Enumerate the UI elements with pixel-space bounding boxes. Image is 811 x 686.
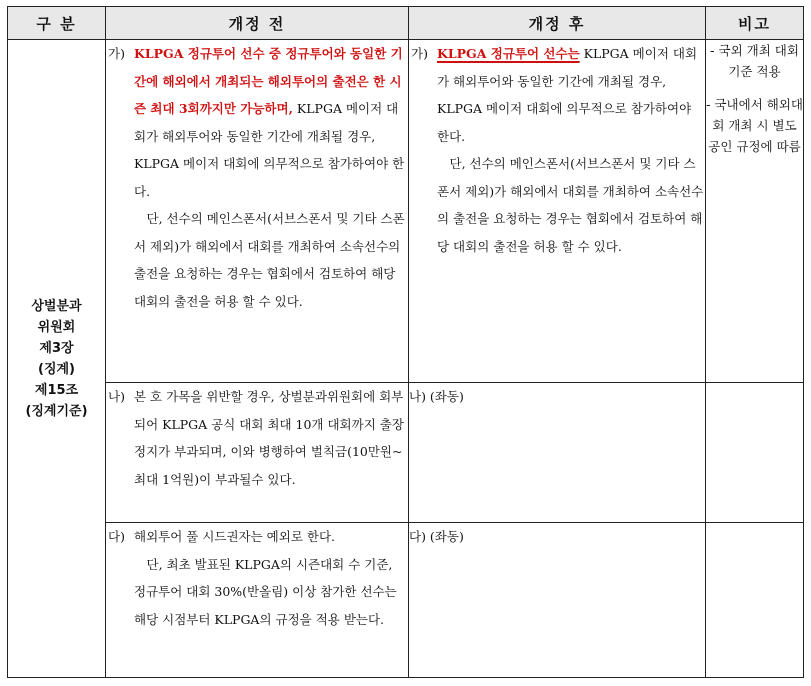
table-row	[8, 40, 804, 383]
header-after: 개정 후	[409, 7, 706, 40]
category-line: 제15조	[34, 382, 79, 398]
category-line: 상벌분과	[31, 298, 82, 314]
header-before: 개정 전	[106, 7, 409, 40]
clause-proviso: 단, 최초 발표된 KLPGA의 시즌대회 수 기준, 정규투어 대회 30%(반올림) 이상 참가한 선수는 해당 시점부터 KLPGA의 규정을 적용 받는다.	[134, 556, 397, 627]
before-cell-a	[106, 40, 409, 383]
category-line: (징계기준)	[25, 403, 88, 419]
clause-proviso: 단, 선수의 메인스폰서(서브스폰서 및 기타 스폰서 제외)가 해외에서 대회를 개최하여 소속선수의 출전을 요청하는 경우는 협회에서 검토하여 해당 대회의 출전을 허용 할 수 있다.	[437, 156, 704, 254]
remark-note: - 국내에서 해외대회 개최 시 별도 공인 규정에 따름	[706, 97, 803, 154]
clause-text: KLPGA 메이저 대회가 해외투어와 동일한 기간에 개최될 경우, KLPGA 메이저 대회에 의무적으로 참가하여야 한다.	[437, 46, 698, 144]
category-cell	[8, 40, 106, 678]
remark-note: - 국외 개최 대회 기준 적용	[710, 43, 799, 79]
item-number: 가)	[108, 46, 125, 61]
amended-clause: KLPGA 정규투어 선수는	[437, 46, 580, 61]
after-cell-a	[409, 40, 706, 383]
category-line: 위원회	[37, 319, 76, 335]
table-row	[8, 383, 804, 523]
item-number: 다)	[108, 529, 125, 544]
category-line: 제3장	[39, 340, 74, 356]
before-cell-c	[106, 523, 409, 678]
clause-proviso: 단, 선수의 메인스폰서(서브스폰서 및 기타 스폰서 제외)가 해외에서 대회를 개최하여 소속선수의 출전을 요청하는 경우는 협회에서 검토하여 해당 대회의 출전을 허용 할 수 있다.	[134, 211, 405, 309]
after-cell-b	[409, 383, 706, 523]
category-line: (징계)	[38, 361, 75, 377]
same-as-left: 다) (좌동)	[409, 529, 464, 544]
same-as-left: 나) (좌동)	[409, 389, 464, 404]
clause-text: KLPGA 메이저 대회가 해외투어와 동일한 기간에 개최될 경우, KLPGA 메이저 대회에 의무적으로 참가하여야 한다.	[134, 101, 405, 199]
header-remarks: 비고	[706, 7, 804, 40]
header-row	[8, 7, 804, 40]
clause-text: 본 호 가목을 위반할 경우, 상벌분과위원회에 회부되어 KLPGA 공식 대회 최대 10개 대회까지 출장정지가 부과되며, 이와 병행하여 벌칙금(10만원~최대 1억원)이 부과될수 있다.	[134, 389, 404, 487]
before-cell-b	[106, 383, 409, 523]
remarks-cell	[706, 40, 804, 383]
clause-text: 해외투어 풀 시드권자는 예외로 한다.	[134, 529, 335, 544]
remarks-empty	[706, 383, 804, 523]
deleted-clause: KLPGA 정규투어 선수 중 정규투어와 동일한 기간에 해외에서 개최되는 해외투어의 출전은 한 시즌 최대 3회까지만 가능하며,	[134, 46, 403, 116]
after-cell-c	[409, 523, 706, 678]
item-number: 나)	[108, 389, 125, 404]
revision-table	[7, 6, 804, 678]
remarks-empty	[706, 523, 804, 678]
item-number: 가)	[411, 46, 428, 61]
table-row	[8, 523, 804, 678]
header-category: 구 분	[8, 7, 106, 40]
